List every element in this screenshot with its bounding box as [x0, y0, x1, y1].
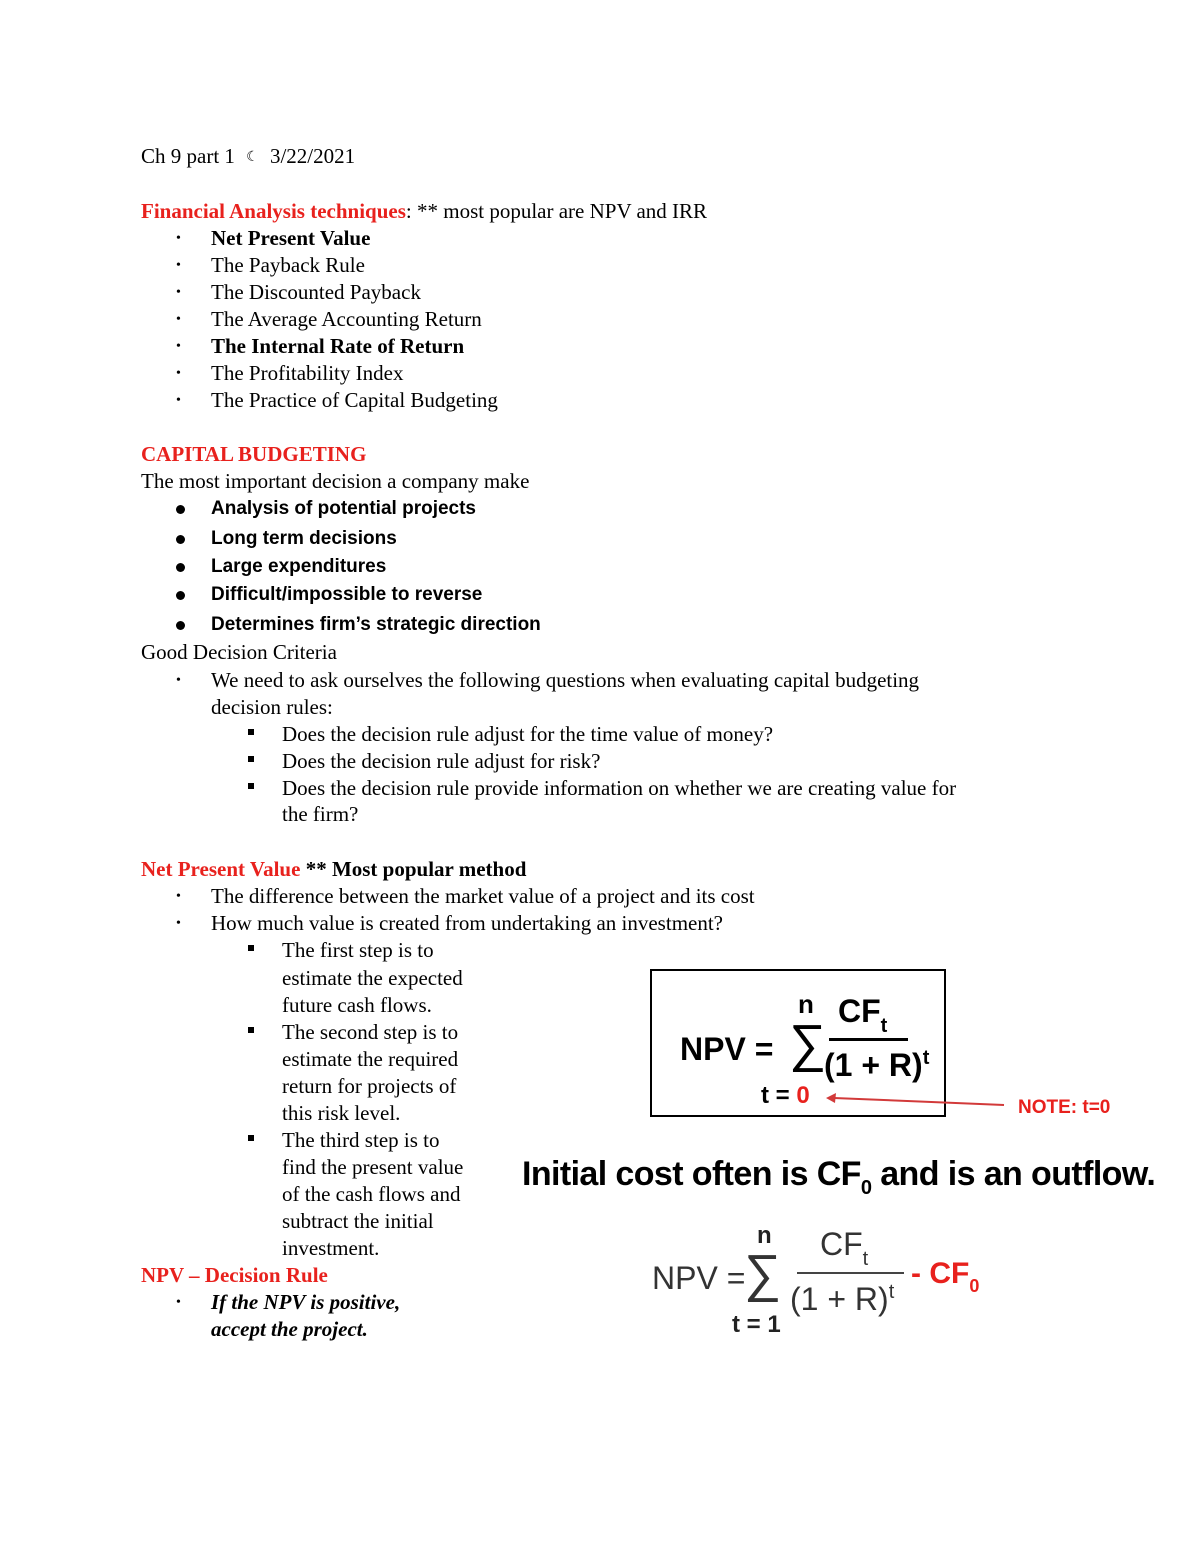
square-bullet-icon — [248, 1135, 254, 1141]
bullet-icon: • — [176, 366, 181, 381]
npv-note: ** Most popular method — [300, 857, 527, 881]
formula-denominator — [824, 1049, 929, 1081]
fraction-bar — [797, 1272, 904, 1274]
step-line: find the present value — [282, 1155, 464, 1179]
formula-upper-limit: n — [798, 989, 814, 1019]
denominator-text: (1 + R) — [790, 1281, 889, 1317]
initial-cost-part-a: Initial cost often is CF — [522, 1155, 861, 1193]
formula2-upper-limit: n — [757, 1222, 772, 1249]
initial-cost-subscript: 0 — [860, 1177, 872, 1199]
bullet-icon: • — [176, 258, 181, 273]
bullet-icon — [176, 591, 185, 600]
denominator-text: (1 + R) — [824, 1047, 923, 1083]
list-item: The Profitability Index — [211, 361, 404, 385]
capital-heading: CAPITAL BUDGETING — [141, 442, 367, 466]
moon-icon: ☾ — [246, 150, 259, 165]
title-text: Ch 9 part 1 — [141, 144, 235, 168]
lower-limit-zero: 0 — [796, 1082, 810, 1109]
square-bullet-icon — [248, 729, 254, 735]
bullet-icon: • — [176, 673, 181, 688]
list-item: The Average Accounting Return — [211, 307, 482, 331]
square-bullet-icon — [248, 756, 254, 762]
step-line: return for projects of — [282, 1074, 457, 1098]
list-item: Analysis of potential projects — [211, 498, 476, 519]
list-item: Does the decision rule provide information on whether we are creating value for — [282, 776, 957, 800]
bullet-icon — [176, 505, 185, 514]
list-item: How much value is created from undertaking an investment? — [211, 911, 723, 935]
list-item: Does the decision rule adjust for risk? — [282, 749, 601, 773]
step-line: The third step is to — [282, 1128, 440, 1152]
page-title — [141, 146, 355, 167]
bullet-icon: • — [176, 231, 181, 246]
step-line: future cash flows. — [282, 993, 432, 1017]
list-item: The difference between the market value of a project and its cost — [211, 884, 755, 908]
formula2-numerator — [820, 1226, 869, 1270]
list-item: The Internal Rate of Return — [211, 334, 465, 358]
bullet-icon: • — [176, 393, 181, 408]
criteria-item-line2: decision rules: — [211, 695, 333, 719]
formula2-denominator — [790, 1283, 894, 1315]
list-item: The Practice of Capital Budgeting — [211, 388, 498, 412]
list-item: Determines firm’s strategic direction — [211, 614, 541, 635]
step-line: of the cash flows and — [282, 1182, 461, 1206]
bullet-icon — [176, 535, 185, 544]
list-item: Large expenditures — [211, 556, 387, 577]
bullet-icon: • — [176, 285, 181, 300]
date-text: 3/22/2021 — [269, 144, 356, 168]
decision-rule-line1: If the NPV is positive, — [211, 1290, 401, 1314]
square-bullet-icon — [248, 1027, 254, 1033]
formula-lhs: NPV = — [680, 1031, 774, 1067]
step-line: estimate the expected — [282, 966, 463, 990]
square-bullet-icon — [248, 783, 254, 789]
step-line: The first step is to — [282, 938, 434, 962]
list-item: Net Present Value — [211, 226, 371, 250]
fraction-bar — [829, 1038, 908, 1041]
capital-intro: The most important decision a company make — [141, 469, 530, 493]
list-item: The Discounted Payback — [211, 280, 421, 304]
npv-heading-line — [141, 859, 526, 880]
list-item-continued: the firm? — [282, 802, 359, 826]
formula2-lhs: NPV = — [652, 1260, 746, 1296]
list-item: The Payback Rule — [211, 253, 365, 277]
step-line: this risk level. — [282, 1101, 401, 1125]
decision-rule-heading: NPV – Decision Rule — [141, 1263, 328, 1287]
numerator-text: CF — [820, 1226, 863, 1262]
list-item: Does the decision rule adjust for the time value of money? — [282, 722, 774, 746]
arrow-icon — [820, 1088, 1015, 1118]
bullet-icon: • — [176, 339, 181, 354]
denominator-superscript: t — [922, 1047, 930, 1069]
minus-cf-subscript: 0 — [969, 1276, 980, 1296]
numerator-subscript: t — [880, 1015, 888, 1037]
criteria-heading: Good Decision Criteria — [141, 640, 337, 664]
minus-cf-text: - CF — [911, 1257, 970, 1290]
formula2-lower-limit: t = 1 — [732, 1311, 781, 1338]
step-line: subtract the initial — [282, 1209, 434, 1233]
bullet-icon: • — [176, 916, 181, 931]
square-bullet-icon — [248, 945, 254, 951]
list-item: Long term decisions — [211, 528, 397, 549]
techniques-heading: Financial Analysis techniques — [141, 199, 406, 223]
formula2-minus-cf0 — [911, 1257, 980, 1296]
bullet-icon: • — [176, 889, 181, 904]
step-line: The second step is to — [282, 1020, 459, 1044]
techniques-colon: : — [405, 199, 412, 223]
denominator-superscript: t — [888, 1281, 895, 1303]
bullet-icon — [176, 621, 185, 630]
numerator-text: CF — [838, 993, 881, 1029]
bullet-icon — [176, 563, 185, 572]
techniques-heading-line — [141, 201, 707, 222]
step-line: estimate the required — [282, 1047, 459, 1071]
sigma-icon: ∑ — [744, 1245, 782, 1303]
formula-lower-limit — [761, 1084, 810, 1108]
formula-numerator — [838, 993, 888, 1037]
bullet-icon: • — [176, 312, 181, 327]
decision-rule-line2: accept the project. — [211, 1317, 368, 1341]
initial-cost-part-b: and is an outflow. — [871, 1155, 1156, 1193]
list-item: Difficult/impossible to reverse — [211, 584, 483, 605]
numerator-subscript: t — [862, 1248, 869, 1270]
bullet-icon: • — [176, 1295, 181, 1310]
techniques-note: ** most popular are NPV and IRR — [411, 199, 708, 223]
sigma-icon: ∑ — [789, 1015, 827, 1073]
formula-note: NOTE: t=0 — [1018, 1097, 1111, 1118]
npv-heading: Net Present Value — [141, 857, 301, 881]
step-line: investment. — [282, 1236, 380, 1260]
initial-cost-text — [522, 1155, 1156, 1199]
lower-limit-text: t = — [761, 1082, 797, 1109]
criteria-item-line1: We need to ask ourselves the following questions when evaluating capital budgeting — [211, 668, 920, 692]
